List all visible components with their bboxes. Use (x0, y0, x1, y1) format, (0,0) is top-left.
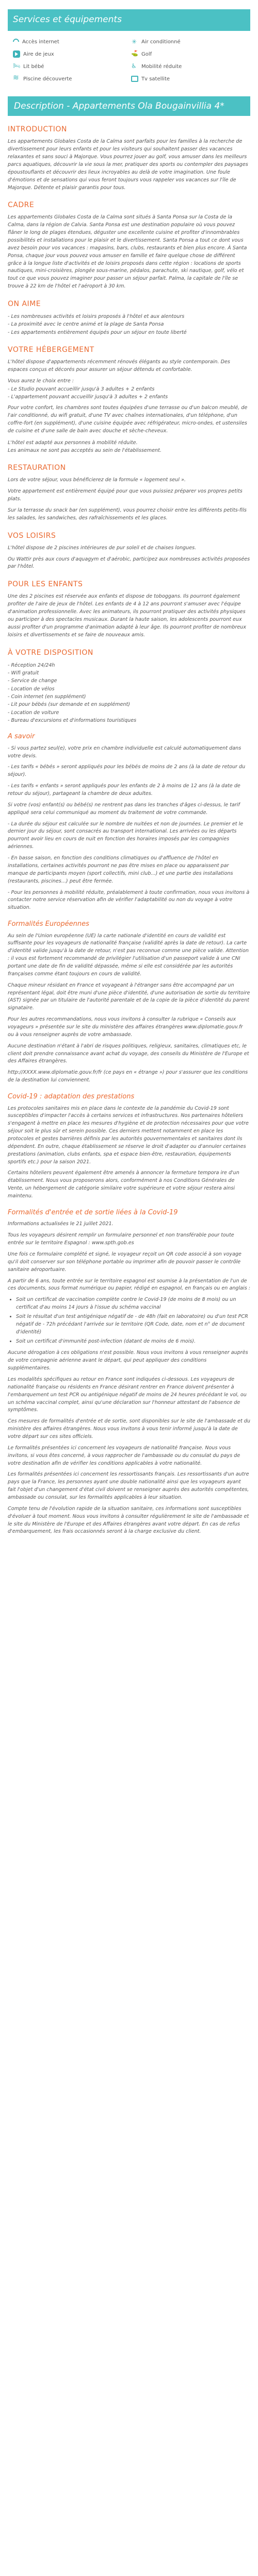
savoir-text: - Les tarifs « bébés » seront appliqués pour les bébés de moins de 2 ans (à la date de retour du séjour). (8, 764, 246, 778)
hebergement-text: L'hôtel dispose d'appartements récemment rénovés élégants au style contemporain. Des espaces conçus et décorés pour assurer un séjour détendu et confortable. (8, 359, 230, 372)
amenity-label: Accès internet (22, 39, 59, 45)
amenities-list (8, 31, 250, 85)
section-title-loisirs: VOS LOISIRS (8, 531, 56, 540)
restauration-text: Votre appartement est entièrement équipé pour que vous puissiez préparer vos propres petits plats. (8, 488, 243, 502)
formalites-text: Aucune destination n'étant à l'abri de risques politiques, religieux, sanitaires, climatiques etc, le client doit prendre connaissance avant achat du voyage, des conseils du Ministère de l'Europe et des Affaires étrangères. (8, 1043, 249, 1064)
tv-icon (131, 76, 138, 82)
covid-text: Les protocoles sanitaires mis en place dans le contexte de la pandémie du Covid-19 sont susceptibles d'impacter l'accès à certains services et infrastructures. Nos partenaires hôteliers s'engagent à mettre en place les mesures d'hygiène et de protection nécessaires pour que votre séjour soit le plus sûr et serein possible. Ces derniers mettent notamment en place les protocoles et gestes barrières définis par les autorités gouvernementales et sanitaires dont ils dépendent. En outre, chaque établissement se réserve le droit d'adapter ou d'annuler certaines prestations (animation, clubs enfants, spa et espace bien-être, restauration, équipements sportifs etc.) pour la saison 2021. (8, 1105, 249, 1165)
section-title-cadre: CADRE (8, 201, 35, 210)
crib-icon (13, 63, 20, 70)
hebergement-option: - L'appartement pouvant accueillir jusqu'à 3 adultes + 2 enfants (8, 394, 168, 400)
amenity-label: Lit bébé (23, 63, 44, 70)
entree-text: Les modalités spécifiques au retour en France sont indiquées ci-dessous. Les voyageurs de nationalité française ou résidents en France désirant rentrer en France doivent présenter à l'embarquement un test PCR ou antigénique négatif de moins de 24 heures précédant le vol, ou un schéma vaccinal complet, ainsi qu'une déclaration sur l'honneur attestant de l'absence de symptômes. (8, 1376, 247, 1413)
wifi-icon (12, 38, 21, 46)
intro-text: Les appartements Globales Costa de la Calma sont parfaits pour les familles à la recherche de divertissement pour leurs enfants et pour les visiteurs qui souhaitent passer des vacances relaxantes et sans souci à Majorque. Vous pourrez jouer au golf, vous amuser dans les meilleurs parcs aquatiques, découvrir la vie sous la mer, pratiquer des sports ou contempler des paysages époustouflants et découvrir des lieux incroyables au delà de votre imagination. Une foule d'émotions et de sensations qui vous feront toujours vous rappeler vos vacances sur l'île de Majorque. Détente et plaisir garantis pour tous. (8, 139, 248, 191)
amenity-item (131, 50, 245, 58)
amenity-item (13, 63, 127, 71)
amenity-item (13, 75, 127, 83)
savoir-text: - Si vous partez seul(e), votre prix en chambre individuelle est calculé automatiquement dans votre devis. (8, 745, 241, 759)
disposition-item: - Location de vélos (8, 686, 55, 692)
hebergement-option: - Le Studio pouvant accueillir jusqu'à 3 adultes + 2 enfants (8, 386, 155, 392)
entree-requirement: • Soit un certificat d'immunité post-infection (datant de moins de 6 mois). (16, 1338, 250, 1346)
disposition-item: - Service de change (8, 678, 57, 684)
restauration-text: Sur la terrasse du snack bar (en supplément), vous pourrez choisir entre les différents petits-fils les salades, les sandwiches, des rafraîchissements et les glaces. (8, 507, 247, 521)
disposition-item: - Réception 24/24h (8, 662, 55, 668)
amenity-label: Aire de jeux (23, 51, 54, 57)
amenity-item (131, 63, 245, 71)
restauration-text: Lors de votre séjour, vous bénéficierez de la formule « logement seul ». (8, 477, 186, 483)
on-aime-item: - Les nombreuses activités et loisirs proposés à l'hôtel et aux alentours (8, 314, 185, 320)
services-heading: Services et équipements (8, 9, 250, 31)
entree-requirements-list (8, 1296, 250, 1345)
golf-icon (131, 50, 138, 58)
entree-date: Informations actualisées le 21 juillet 2021. (8, 1221, 114, 1227)
amenity-label: Tv satellite (141, 76, 170, 82)
pool-icon (13, 75, 20, 82)
section-title-on-aime: ON AIME (8, 300, 41, 309)
wheelchair-icon (131, 63, 138, 70)
amenity-label: Air conditionné (141, 39, 181, 45)
hebergement-animals: Les animaux ne sont pas acceptés au sein de l'établissement. (8, 448, 162, 454)
description-heading: Description - Appartements Ola Bougainvillia 4* (8, 96, 250, 116)
entree-text: Les formalités présentées ici concernent les ressortissants français. Les ressortissants d'un autre pays que la France, les personnes ayant une double nationalité ainsi que les voyageurs ayant fait l'objet d'un changement d'état civil doivent se renseigner auprès des autorités compétentes, ambassade ou consulat, sur les formalités applicables à leur situation. (8, 1471, 249, 1500)
amenity-item (13, 38, 127, 46)
amenity-item (13, 50, 127, 58)
disposition-item: - Wifi gratuit (8, 670, 39, 676)
loisirs-text: L'hôtel dispose de 2 piscines intérieures de pur soleil et de chaises longues. (8, 545, 197, 551)
entree-text: A partir de 6 ans, toute entrée sur le territoire espagnol est soumise à la présentation de l'un de ces documents, sous format numérique ou papier, rédigé en espagnol, en français ou en anglais : (8, 1278, 250, 1292)
disposition-item: - Bureau d'excursions et d'informations touristiques (8, 717, 137, 723)
savoir-text: - Pour les personnes à mobilité réduite, préalablement à toute confirmation, nous vous invitons à contacter notre service réservation afin de vérifier l'adaptabilité ou non du voyage à votre situation. (8, 889, 250, 911)
disposition-item: - Coin internet (en supplément) (8, 693, 86, 700)
entree-text: Aucune dérogation à ces obligations n'est possible. Nous vous invitons à vous renseigner auprès de votre compagnie aérienne avant le départ, qui peut appliquer des conditions supplémentaires. (8, 1350, 248, 1371)
cadre-text: Les appartements Globales Costa de la Calma sont situés à Santa Ponsa sur la Costa de la Calma, dans la région de Calvia. Santa Ponsa est une destination populaire où vous pouvez flâner le long de plages étendues, déguster une excellente cuisine et profiter d'innombrables possibilités et installations pour le plaisir et le divertissement. Santa Ponsa a tout ce dont vous avez besoin pour vos vacances : magasins, bars, clubs, restaurants et bien plus encore. À Santa Ponsa, chaque jour vous pouvez vous amuser en famille et faire quelque chose de différent grâce à la longue liste d'activités et de loisirs proposés dans cette région : locations de sports nautiques, mini-croisières, plongée sous-marine, pédalos, parachute, ski nautique, golf, vélo et tout ce que vous pouvez imaginer pour passer un séjour parfait. Palma, la capitale de l'île se trouve à 22 km de l'hôtel et l'aéroport à 30 km. (8, 214, 247, 290)
on-aime-item: - Les appartements entièrement équipés pour un séjour en toute liberté (8, 329, 187, 335)
savoir-text: - La durée du séjour est calculée sur le nombre de nuitées et non de journées. Le premier et le dernier jour du séjour, sont consacrés au transport international. Les arrivées ou les départs pourront avoir lieu en cours de nuit en fonction des horaires imposés par les compagnies aériennes. (8, 821, 244, 850)
section-title-introduction: INTRODUCTION (8, 125, 67, 134)
hebergement-choice-intro: Vous aurez le choix entre : (8, 378, 74, 384)
formalites-text: Au sein de l'Union européenne (UE) la carte nationale d'identité en cours de validité est suffisante pour les voyageurs de nationalité française (validité après la date de retour). La carte d'identité valide jusqu'à la date de retour, n'est pas reconnue comme une pièce valide. Attention : il vous est fortement recommandé de privilégier l'utilisation d'un passeport valide à une CNI portant une date de fin de validité dépassée, même si elle est considérée par les autorités françaises comme étant toujours en cours de validité. (8, 933, 249, 977)
section-title-covid: Covid-19 : adaptation des prestations (8, 1093, 135, 1101)
section-title-entree-sortie: Formalités d'entrée et de sortie liées à la Covid-19 (8, 1208, 178, 1216)
disposition-item: - Lit pour bébés (sur demande et en supplément) (8, 702, 130, 708)
amenity-label: Mobilité réduite (141, 63, 182, 70)
entree-text: Ces mesures de formalités d'entrée et de sortie, sont disponibles sur le site de l'ambassade et du ministère des affaires étrangères. Nous vous invitons à vous tenir informé jusqu'à la date de votre départ sur ces sites officiels. (8, 1418, 250, 1439)
entree-requirement: • Soit un certificat de vaccination complète contre le Covid-19 (de moins de 8 mois) ou un certificat d'au moins 14 jours à l'issue du schéma vaccinal (16, 1296, 250, 1312)
hebergement-equipment: Pour votre confort, les chambres sont toutes équipées d'une terrasse ou d'un balcon meublé, de l'air conditionné, du wifi gratuit, d'une TV avec chaînes internationales, d'un téléphone, d'un coffre-fort (en supplément), d'une cuisine équipée avec réfrigérateur, micro-ondes, et ustensiles de cuisine et d'une salle de bain avec douche et sèche-cheveux. (8, 405, 248, 434)
section-title-disposition: À VOTRE DISPOSITION (8, 648, 93, 657)
entree-text: Compte tenu de l'évolution rapide de la situation sanitaire, ces informations sont susceptibles d'évoluer à tout moment. Nous vous invitons à consulter régulièrement le site de l'ambassade et le site du Ministère de l'Europe et des Affaires étrangères avant votre départ. En cas de refus d'embarquement, les frais occasionnés seront à la charge exclusive du client. (8, 1505, 249, 1535)
section-title-enfants: POUR LES ENFANTS (8, 580, 83, 589)
snowflake-icon (131, 38, 138, 45)
section-title-restauration: RESTAURATION (8, 464, 66, 472)
disposition-item: - Location de voiture (8, 709, 59, 716)
amenity-item (131, 75, 245, 83)
entree-text: Une fois ce formulaire complété et signé, le voyageur reçoit un QR code associé à son voyage qu'il doit conserver sur son téléphone portable ou imprimer afin de pouvoir passer le contrôle sanitaire aéroportuaire. (8, 1251, 241, 1273)
amenity-item (131, 38, 245, 46)
formalites-text: http://XXXX.www.diplomatie.gouv.fr/fr (ce pays en « étrange ») pour s'assurer que les conditions de la destination lui conviennent. (8, 1070, 248, 1083)
entree-text: Tous les voyageurs désirent remplir un formulaire personnel et non transférable pour toute entrée sur le territoire Espagnol : www.spth.gob.es (8, 1232, 234, 1246)
description-content (8, 124, 250, 1536)
amenity-label: Golf (141, 51, 152, 57)
savoir-text: Si votre (vos) enfant(s) ou bébé(s) ne rentrent pas dans les tranches d'âges ci-dessus, le tarif appliqué sera celui communiqué au moment du traitement de votre commande. (8, 802, 240, 816)
loisirs-text: Ou Wattir près aux cours d'aquagym et d'aérobic, participez aux nombreuses activités proposées par l'hôtel. (8, 556, 250, 570)
formalites-text: Chaque mineur résidant en France et voyageant à l'étranger sans être accompagné par un représentant légal, doit être muni d'une pièce d'identité, d'une autorisation de sortie du territoire (AST) signée par un titulaire de l'autorité parentale et de la copie de la pièce d'identité du parent signataire. (8, 982, 250, 1011)
covid-text: Certains hôteliers peuvent également être amenés à annoncer la fermeture tempora ire d'un établissement. Nous vous proposerons alors, conformément à nos Conditions Générales de Vente, un hébergement de catégorie similaire votre supérieure et votre séjour restera ainsi maintenu. (8, 1170, 239, 1199)
hebergement-accessibility: L'hôtel est adapté aux personnes à mobilité réduite. (8, 439, 138, 446)
amenity-label: Piscine découverte (23, 76, 72, 82)
savoir-text: - En basse saison, en fonction des conditions climatiques ou d'affluence de l'hôtel en installations, certaines activités pourront ne pas être mises en place ou apparaissent par manque de participants moyen (sport collectifs, mini club...) et une partie des installations (restaurants, piscines...) peut être fermée. (8, 855, 233, 884)
section-title-hebergement: VOTRE HÉBERGEMENT (8, 346, 94, 354)
section-title-a-savoir: A savoir (8, 733, 35, 741)
entree-text: Le formalités présentées ici concernent les voyageurs de nationalité française. Nous vous invitons, si vous êtes concerné, à vous rapprocher de l'ambassade ou du consulat du pays de votre destination afin de vérifier les conditions applicables à votre nationalité. (8, 1445, 240, 1466)
formalites-text: Pour les autres recommandations, nous vous invitons à consulter la rubrique « Conseils aux voyageurs » présentée sur le site du ministère des affaires étrangères www.diplomatie.gouv.fr ou à vous renseigner auprès de votre ambassade. (8, 1016, 243, 1038)
entree-requirement: • Soit le résultat d'un test antigénique négatif de - de 48h (fait en laboratoire) ou d'un test PCR négatif de - 72h précédant l'arrivée sur le territoire (QR Code, date, nom et n° de document d'identité) (16, 1313, 250, 1336)
savoir-text: - Les tarifs « enfants » seront appliqués pour les enfants de 2 à moins de 12 ans (à la date de retour du séjour), partageant la chambre de deux adultes. (8, 783, 240, 797)
playground-icon (13, 50, 20, 58)
enfants-text: Une des 2 piscines est réservée aux enfants et dispose de toboggans. Ils pourront également profiter de l'aire de jeux de l'hôtel. Les enfants de 4 à 12 ans pourront s'amuser avec l'équipe d'animation professionnelle. Avec les animateurs, ils pourront pratiquer des activités physiques ou participer à des spectacles musicaux. Durant la haute saison, les adolescents pourront eux aussi profiter d'un programme d'animation adapté à leur âge. Ils pourront profiter de nombreux loisirs et divertissements et se faire de nouveaux amis. (8, 594, 247, 638)
section-title-formalites: Formalités Européennes (8, 920, 89, 928)
on-aime-item: - La proximité avec le centre animé et la plage de Santa Ponsa (8, 321, 164, 328)
